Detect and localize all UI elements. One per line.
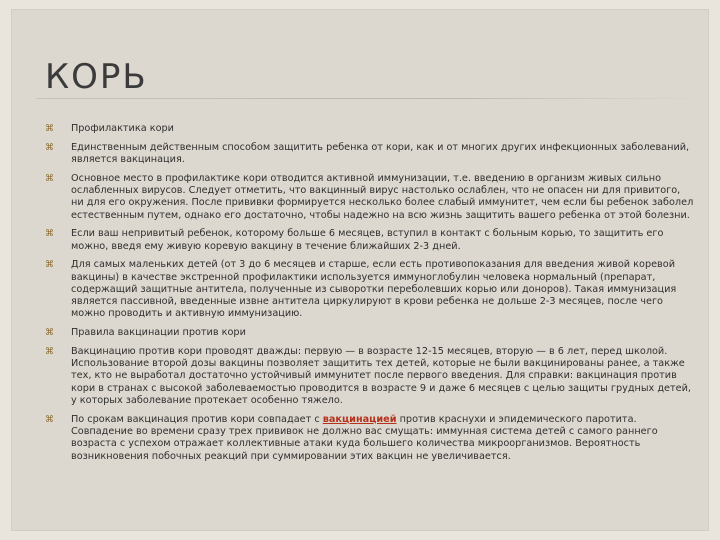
slide-title: КОРЬ: [45, 57, 148, 97]
x-bullet-icon: ⌘: [45, 414, 54, 425]
bullet-text: Если ваш непривитый ребенок, которому больше 6 месяцев, вступил в контакт с больным корью, то защитить его можно, введя ему живую коревую вакцину в течение ближайших 2-3 дней.: [71, 228, 664, 252]
bullet-item: [45, 414, 695, 463]
bullet-text: Профилактика кори: [71, 123, 174, 134]
bullet-text-before: По срокам вакцинация против кори совпадает с: [71, 413, 323, 425]
bullet-text-after: против краснухи и эпидемического паротита. Совпадение во времени сразу трех прививок не должно вас смущать: иммунная система детей с самого раннего возраста с успехом отражает коллективные атаки куда большего количества микроорганизмов. Вероятность возникновения побочных реакций при суммировании этих вакцин не увеличивается.: [71, 413, 658, 462]
bullet-item: [45, 142, 695, 167]
bullet-text: Правила вакцинации против кори: [71, 327, 246, 339]
bullet-text: Вакцинацию против кори проводят дважды: первую — в возрасте 12-15 месяцев, вторую — в 6 лет, перед школой. Использование второй дозы вакцины позволяет защитить тех детей, которые не были вакцинированы ранее, а также тех, кто не выработал достаточно устойчивый иммунитет после первого введения. Для справки: вакцинация против кори в странах с высокой заболеваемостью проводится в возрасте 9 и даже 6 месяцев с целью защиты грудных детей, у которых заболевание протекает особенно тяжело.: [71, 345, 691, 406]
x-bullet-icon: ⌘: [45, 260, 54, 271]
bullet-item: [45, 123, 695, 135]
x-bullet-icon: ⌘: [45, 229, 54, 240]
vaccination-link[interactable]: вакцинацией: [322, 413, 397, 425]
slide: [12, 10, 708, 530]
x-bullet-icon: ⌘: [45, 328, 54, 339]
bullet-text: Основное место в профилактике кори отводится активной иммунизации, т.е. введению в организм живых сильно ослабленных вирусов. Следует отметить, что вакцинный вирус настолько ослаблен, что не опасен ни для привитого, ни для его окружения. После прививки формируется несколько более слабый иммунитет, чем если бы ребенок заболел естественным путем, однако его достаточно, чтобы надежно на всю жизнь защитить вашего ребенка от этой болезни.: [71, 172, 694, 221]
x-bullet-icon: ⌘: [45, 173, 54, 184]
bullet-item: [45, 228, 695, 253]
title-divider: [36, 98, 706, 99]
bullet-list: [45, 123, 695, 469]
bullet-text: Единственным действенным способом защитить ребенка от кори, как и от многих других инфекционных заболеваний, является вакцинация.: [71, 141, 690, 165]
bullet-text: Для самых маленьких детей (от 3 до 6 месяцев и старше, если есть противопоказания для введения живой коревой вакцины) в качестве экстренной профилактики используется иммуноглобулин человека нормальный (препарат, содержащий защитные антитела, полученные из сыворотки переболевших корью или доноров). Такая иммунизация является пассивной, введенные извне антитела циркулируют в крови ребенка не дольше 2-3 месяцев, после чего можно проводить и активную иммунизацию.: [71, 259, 677, 320]
x-bullet-icon: ⌘: [45, 142, 54, 153]
x-bullet-icon: ⌘: [45, 346, 54, 357]
x-bullet-icon: ⌘: [45, 124, 54, 134]
bullet-item: [45, 327, 695, 339]
bullet-item: [45, 259, 695, 320]
bullet-item: [45, 173, 695, 222]
bullet-item: [45, 346, 695, 407]
